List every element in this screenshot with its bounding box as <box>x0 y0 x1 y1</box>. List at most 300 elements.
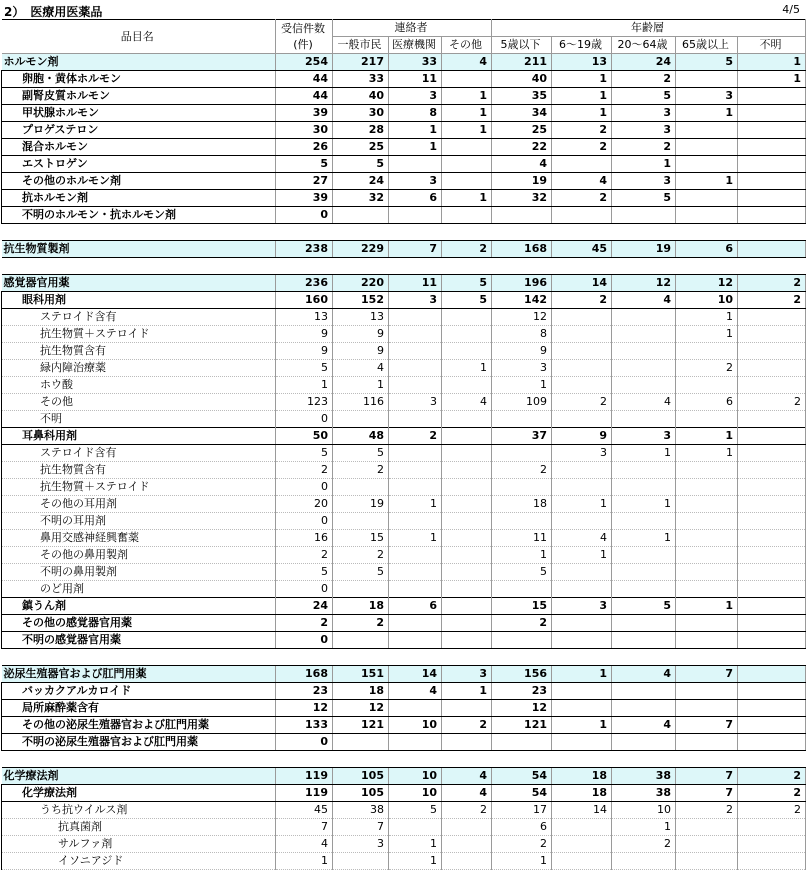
value-cell <box>738 836 806 853</box>
subcategory-row <box>2 88 806 105</box>
value-cell: 12 <box>333 700 389 717</box>
item-name: 局所麻酔薬含有 <box>2 700 276 717</box>
value-cell <box>612 683 676 700</box>
value-cell <box>738 139 806 156</box>
value-cell <box>552 377 612 394</box>
value-cell: 8 <box>389 105 442 122</box>
value-cell: 25 <box>492 122 552 139</box>
value-cell: 1 <box>389 122 442 139</box>
subcategory-row <box>2 700 806 717</box>
value-cell: 16 <box>276 530 333 547</box>
value-cell: 4 <box>552 530 612 547</box>
spacer-row <box>2 751 806 768</box>
item-name: 不明の鼻用製剤 <box>2 564 276 581</box>
value-cell <box>492 207 552 224</box>
value-cell: 15 <box>492 598 552 615</box>
value-cell: 1 <box>276 377 333 394</box>
subcategory-row <box>2 292 806 309</box>
value-cell: 26 <box>276 139 333 156</box>
value-cell: 160 <box>276 292 333 309</box>
value-cell: 12 <box>612 275 676 292</box>
value-cell: 1 <box>552 547 612 564</box>
value-cell <box>389 309 442 326</box>
value-cell: 5 <box>276 156 333 173</box>
value-cell: 2 <box>442 717 492 734</box>
value-cell: 0 <box>276 411 333 428</box>
item-row <box>2 360 806 377</box>
value-cell: 2 <box>333 462 389 479</box>
item-name: 不明の感覚器官用薬 <box>2 632 276 649</box>
spacer-cell <box>2 751 806 768</box>
value-cell <box>738 700 806 717</box>
value-cell <box>676 513 738 530</box>
value-cell <box>676 122 738 139</box>
value-cell: 2 <box>738 768 806 785</box>
value-cell <box>333 513 389 530</box>
subcategory-row <box>2 139 806 156</box>
value-cell <box>442 411 492 428</box>
value-cell: 37 <box>492 428 552 445</box>
value-cell: 1 <box>442 122 492 139</box>
section-title: 2） 医療用医薬品 <box>4 5 103 19</box>
value-cell: 6 <box>389 598 442 615</box>
value-cell <box>676 71 738 88</box>
value-cell <box>442 632 492 649</box>
value-cell: 3 <box>612 428 676 445</box>
value-cell <box>612 207 676 224</box>
subcategory-row <box>2 632 806 649</box>
value-cell <box>552 853 612 870</box>
value-cell <box>442 734 492 751</box>
value-cell: 3 <box>676 88 738 105</box>
value-cell: 9 <box>333 326 389 343</box>
item-row <box>2 479 806 496</box>
value-cell: 1 <box>676 428 738 445</box>
value-cell: 35 <box>492 88 552 105</box>
value-cell <box>552 343 612 360</box>
value-cell: 2 <box>442 802 492 819</box>
value-cell <box>552 734 612 751</box>
item-name: 抗真菌剤 <box>2 819 276 836</box>
item-row <box>2 547 806 564</box>
value-cell: 1 <box>738 54 806 71</box>
value-cell: 18 <box>333 598 389 615</box>
value-cell: 236 <box>276 275 333 292</box>
item-name: サルファ剤 <box>2 836 276 853</box>
header-col-unknown: 不明 <box>738 37 806 54</box>
value-cell: 2 <box>492 836 552 853</box>
value-cell <box>738 428 806 445</box>
value-cell <box>738 207 806 224</box>
item-name: 不明 <box>2 411 276 428</box>
value-cell: 2 <box>552 190 612 207</box>
value-cell: 168 <box>492 241 552 258</box>
value-cell: 238 <box>276 241 333 258</box>
value-cell <box>552 700 612 717</box>
value-cell: 32 <box>492 190 552 207</box>
value-cell <box>333 581 389 598</box>
value-cell <box>442 496 492 513</box>
value-cell: 2 <box>738 292 806 309</box>
value-cell: 0 <box>276 632 333 649</box>
value-cell: 1 <box>676 326 738 343</box>
value-cell <box>676 734 738 751</box>
value-cell <box>442 547 492 564</box>
value-cell: 2 <box>552 139 612 156</box>
value-cell <box>442 598 492 615</box>
value-cell: 1 <box>612 530 676 547</box>
subcategory-row <box>2 122 806 139</box>
value-cell: 39 <box>276 105 333 122</box>
category-row <box>2 768 806 785</box>
value-cell: 220 <box>333 275 389 292</box>
spacer-cell <box>2 258 806 275</box>
value-cell: 5 <box>276 360 333 377</box>
value-cell: 30 <box>276 122 333 139</box>
value-cell: 5 <box>612 88 676 105</box>
item-row <box>2 411 806 428</box>
item-name: その他の感覚器官用薬 <box>2 615 276 632</box>
value-cell: 10 <box>676 292 738 309</box>
value-cell: 152 <box>333 292 389 309</box>
value-cell: 0 <box>276 207 333 224</box>
value-cell <box>738 462 806 479</box>
value-cell <box>442 139 492 156</box>
value-cell <box>738 190 806 207</box>
item-name: 混合ホルモン <box>2 139 276 156</box>
value-cell <box>676 530 738 547</box>
value-cell: 19 <box>333 496 389 513</box>
value-cell <box>612 360 676 377</box>
header-count <box>276 20 333 54</box>
spacer-row <box>2 224 806 241</box>
header-col-age-0-5: 5歳以下 <box>492 37 552 54</box>
value-cell <box>738 496 806 513</box>
value-cell: 1 <box>612 445 676 462</box>
value-cell: 2 <box>276 547 333 564</box>
value-cell: 14 <box>552 802 612 819</box>
value-cell <box>389 462 442 479</box>
value-cell: 2 <box>442 241 492 258</box>
subcategory-row <box>2 190 806 207</box>
subcategory-row <box>2 71 806 88</box>
spacer-cell <box>2 649 806 666</box>
value-cell: 119 <box>276 785 333 802</box>
spacer-cell <box>2 224 806 241</box>
item-row <box>2 343 806 360</box>
item-name: その他の泌尿生殖器官および肛門用薬 <box>2 717 276 734</box>
value-cell: 11 <box>492 530 552 547</box>
value-cell: 1 <box>442 683 492 700</box>
value-cell <box>552 632 612 649</box>
header-count-unit: (件) <box>293 37 313 51</box>
value-cell: 1 <box>333 377 389 394</box>
value-cell <box>676 462 738 479</box>
value-cell: 3 <box>552 445 612 462</box>
value-cell <box>612 411 676 428</box>
value-cell: 5 <box>333 156 389 173</box>
value-cell <box>389 564 442 581</box>
value-cell: 109 <box>492 394 552 411</box>
value-cell <box>552 819 612 836</box>
value-cell: 2 <box>738 275 806 292</box>
value-cell <box>442 343 492 360</box>
value-cell: 15 <box>333 530 389 547</box>
value-cell: 1 <box>442 88 492 105</box>
item-row <box>2 581 806 598</box>
value-cell: 2 <box>276 462 333 479</box>
value-cell: 229 <box>333 241 389 258</box>
value-cell: 1 <box>389 853 442 870</box>
value-cell: 2 <box>552 292 612 309</box>
value-cell <box>612 547 676 564</box>
value-cell <box>389 156 442 173</box>
value-cell: 6 <box>389 190 442 207</box>
item-name: 卵胞・黄体ホルモン <box>2 71 276 88</box>
value-cell <box>612 564 676 581</box>
value-cell <box>676 615 738 632</box>
value-cell <box>442 326 492 343</box>
value-cell <box>676 411 738 428</box>
subcategory-row <box>2 105 806 122</box>
value-cell: 13 <box>552 54 612 71</box>
value-cell <box>676 190 738 207</box>
value-cell: 4 <box>612 292 676 309</box>
item-name: 化学療法剤 <box>2 785 276 802</box>
value-cell: 44 <box>276 88 333 105</box>
value-cell: 1 <box>676 105 738 122</box>
value-cell <box>552 326 612 343</box>
value-cell: 1 <box>552 496 612 513</box>
item-name: 不明の耳用剤 <box>2 513 276 530</box>
value-cell: 105 <box>333 768 389 785</box>
value-cell: 4 <box>552 173 612 190</box>
value-cell: 2 <box>492 462 552 479</box>
spacer-row <box>2 649 806 666</box>
value-cell <box>738 360 806 377</box>
item-name: 抗生物質＋ステロイド <box>2 479 276 496</box>
value-cell: 121 <box>333 717 389 734</box>
value-cell <box>676 496 738 513</box>
value-cell <box>612 700 676 717</box>
value-cell: 1 <box>442 360 492 377</box>
value-cell: 4 <box>442 768 492 785</box>
value-cell <box>442 428 492 445</box>
value-cell: 48 <box>333 428 389 445</box>
item-row <box>2 445 806 462</box>
header-col-age-20-64: 20～64歳 <box>612 37 676 54</box>
value-cell <box>492 632 552 649</box>
item-name: のど用剤 <box>2 581 276 598</box>
value-cell: 4 <box>442 394 492 411</box>
value-cell: 32 <box>333 190 389 207</box>
value-cell: 19 <box>612 241 676 258</box>
item-name: その他のホルモン剤 <box>2 173 276 190</box>
value-cell: 17 <box>492 802 552 819</box>
value-cell <box>442 207 492 224</box>
value-cell <box>389 513 442 530</box>
value-cell: 1 <box>389 530 442 547</box>
value-cell <box>676 700 738 717</box>
value-cell <box>389 700 442 717</box>
item-name: エストロゲン <box>2 156 276 173</box>
header-col-age-6-19: 6～19歳 <box>552 37 612 54</box>
value-cell <box>442 615 492 632</box>
subcategory-row <box>2 173 806 190</box>
value-cell: 13 <box>276 309 333 326</box>
value-cell: 5 <box>612 598 676 615</box>
subcategory-row <box>2 428 806 445</box>
value-cell: 24 <box>333 173 389 190</box>
value-cell <box>442 564 492 581</box>
value-cell <box>738 598 806 615</box>
value-cell <box>738 513 806 530</box>
value-cell <box>612 377 676 394</box>
value-cell: 123 <box>276 394 333 411</box>
value-cell: 6 <box>676 394 738 411</box>
subcategory-row <box>2 717 806 734</box>
value-cell: 33 <box>333 71 389 88</box>
value-cell <box>738 734 806 751</box>
subcategory-row <box>2 683 806 700</box>
value-cell: 1 <box>442 190 492 207</box>
value-cell: 4 <box>612 717 676 734</box>
value-cell: 27 <box>276 173 333 190</box>
subcategory-row <box>2 734 806 751</box>
value-cell: 3 <box>389 394 442 411</box>
value-cell: 54 <box>492 768 552 785</box>
value-cell: 7 <box>676 717 738 734</box>
value-cell <box>333 207 389 224</box>
value-cell: 2 <box>333 615 389 632</box>
value-cell: 133 <box>276 717 333 734</box>
value-cell: 4 <box>492 156 552 173</box>
value-cell <box>492 445 552 462</box>
value-cell <box>738 683 806 700</box>
item-name: ホウ酸 <box>2 377 276 394</box>
value-cell: 23 <box>492 683 552 700</box>
value-cell: 5 <box>276 564 333 581</box>
header-contact-group: 連絡者 <box>333 20 492 37</box>
value-cell: 45 <box>552 241 612 258</box>
value-cell: 2 <box>738 785 806 802</box>
value-cell: 45 <box>276 802 333 819</box>
item-name: ステロイド含有 <box>2 445 276 462</box>
item-row <box>2 819 806 836</box>
value-cell <box>492 479 552 496</box>
value-cell: 10 <box>612 802 676 819</box>
value-cell: 39 <box>276 190 333 207</box>
value-cell: 5 <box>442 292 492 309</box>
value-cell: 116 <box>333 394 389 411</box>
value-cell: 4 <box>442 785 492 802</box>
value-cell <box>389 479 442 496</box>
value-cell <box>552 360 612 377</box>
value-cell: 1 <box>442 105 492 122</box>
value-cell <box>442 853 492 870</box>
value-cell: 2 <box>676 802 738 819</box>
value-cell: 4 <box>333 360 389 377</box>
value-cell <box>738 666 806 683</box>
item-name: 副腎皮質ホルモン <box>2 88 276 105</box>
value-cell <box>676 581 738 598</box>
value-cell <box>676 853 738 870</box>
value-cell: 20 <box>276 496 333 513</box>
value-cell: 11 <box>389 71 442 88</box>
value-cell: 3 <box>333 836 389 853</box>
item-row <box>2 326 806 343</box>
value-cell: 2 <box>612 71 676 88</box>
value-cell: 1 <box>492 853 552 870</box>
value-cell: 4 <box>389 683 442 700</box>
value-cell <box>552 207 612 224</box>
value-cell <box>389 343 442 360</box>
header-col-age-65: 65歳以上 <box>676 37 738 54</box>
value-cell: 2 <box>738 394 806 411</box>
value-cell <box>442 530 492 547</box>
value-cell: 1 <box>492 547 552 564</box>
header-count-label: 受信件数 <box>281 21 325 35</box>
item-name: 化学療法剤 <box>2 768 276 785</box>
item-name: イソニアジド <box>2 853 276 870</box>
item-name: 眼科用剤 <box>2 292 276 309</box>
value-cell <box>552 513 612 530</box>
value-cell: 12 <box>492 700 552 717</box>
value-cell: 5 <box>612 190 676 207</box>
value-cell <box>389 326 442 343</box>
value-cell: 3 <box>612 105 676 122</box>
value-cell: 5 <box>389 802 442 819</box>
value-cell: 2 <box>333 547 389 564</box>
item-name: その他の鼻用製剤 <box>2 547 276 564</box>
item-row <box>2 530 806 547</box>
subcategory-row <box>2 156 806 173</box>
value-cell: 142 <box>492 292 552 309</box>
value-cell: 40 <box>333 88 389 105</box>
value-cell <box>676 156 738 173</box>
value-cell: 2 <box>492 615 552 632</box>
value-cell: 3 <box>389 88 442 105</box>
value-cell: 1 <box>676 598 738 615</box>
value-cell <box>676 343 738 360</box>
value-cell <box>676 683 738 700</box>
value-cell <box>389 615 442 632</box>
value-cell <box>389 411 442 428</box>
value-cell <box>612 581 676 598</box>
value-cell <box>442 445 492 462</box>
value-cell: 33 <box>389 54 442 71</box>
item-name: 抗ホルモン剤 <box>2 190 276 207</box>
value-cell <box>738 530 806 547</box>
value-cell: 121 <box>492 717 552 734</box>
value-cell: 18 <box>552 768 612 785</box>
value-cell <box>676 377 738 394</box>
value-cell: 1 <box>676 173 738 190</box>
value-cell: 7 <box>276 819 333 836</box>
value-cell: 1 <box>552 88 612 105</box>
value-cell <box>738 479 806 496</box>
item-name: ステロイド含有 <box>2 309 276 326</box>
item-name: 抗生物質含有 <box>2 462 276 479</box>
value-cell: 23 <box>276 683 333 700</box>
value-cell <box>738 173 806 190</box>
value-cell: 10 <box>389 785 442 802</box>
value-cell <box>389 377 442 394</box>
value-cell: 14 <box>389 666 442 683</box>
value-cell <box>552 564 612 581</box>
value-cell: 1 <box>612 156 676 173</box>
value-cell: 1 <box>389 496 442 513</box>
